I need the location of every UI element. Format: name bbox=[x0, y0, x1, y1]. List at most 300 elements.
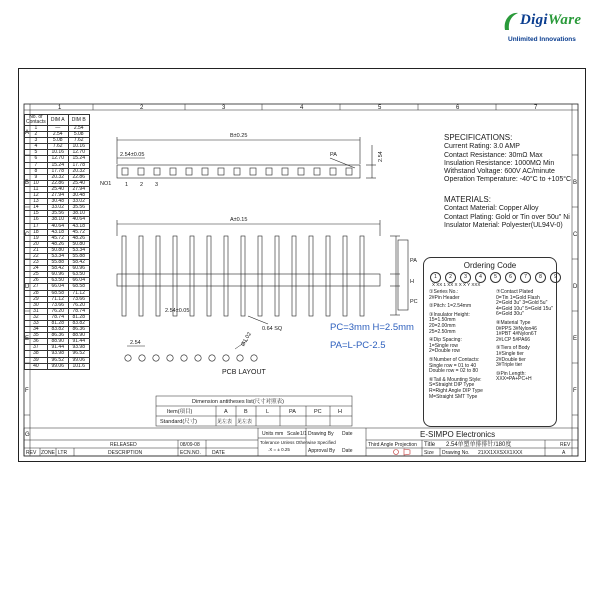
tb-third-angle: Third Angle Projection bbox=[368, 442, 417, 448]
tb-drawing-no: 21XX1XXSXX1XXX bbox=[478, 450, 523, 456]
grid-row-a: A bbox=[25, 130, 30, 136]
table-cell: 30.48 bbox=[47, 199, 68, 205]
dim-a-label: A±0.15 bbox=[230, 217, 248, 223]
table-cell: 55.88 bbox=[68, 253, 89, 259]
dim-list-h-pc: PC bbox=[314, 409, 322, 415]
tb-tol-1: .X = ± 0.25 bbox=[268, 447, 290, 452]
table-cell: 26 bbox=[25, 278, 48, 284]
table-cell: 78.74 bbox=[68, 308, 89, 314]
table-cell: 71.12 bbox=[47, 296, 68, 302]
top-pin bbox=[314, 168, 320, 175]
pc-h-annotation: PC=3mm H=2.5mm bbox=[330, 322, 414, 333]
pin-label-2: 2 bbox=[140, 182, 144, 188]
materials-title: MATERIALS: bbox=[444, 195, 491, 204]
grid-row-c-right: C bbox=[573, 232, 578, 238]
table-cell: 1 bbox=[25, 126, 48, 132]
table-cell: 27.94 bbox=[68, 186, 89, 192]
top-view bbox=[117, 137, 376, 178]
tb-col-zone: ZONE bbox=[41, 450, 55, 456]
table-cell: 73.66 bbox=[68, 296, 89, 302]
ordering-option: 1#Single tier bbox=[496, 350, 524, 357]
table-cell: 13 bbox=[25, 199, 48, 205]
ordering-option: ④Dip Spacing: bbox=[429, 337, 462, 344]
dim-list-title: Dimension antitheses list(尺寸对照表) bbox=[192, 399, 284, 405]
materials bbox=[444, 196, 570, 230]
front-pin bbox=[326, 236, 330, 316]
spec-line: Current Rating: 3.0 AMP bbox=[444, 143, 520, 151]
ordering-option: 2#Pin Header bbox=[429, 294, 460, 301]
front-pin bbox=[343, 236, 347, 316]
table-cell: 17 bbox=[25, 223, 48, 229]
ordering-option: 15=1.50mm bbox=[429, 317, 456, 324]
table-cell: 35.56 bbox=[68, 205, 89, 211]
tb-col-desc: DESCRIPTION bbox=[108, 450, 143, 456]
ordering-option: 2=Gold 3u" 3=Gold 5u" bbox=[496, 300, 548, 307]
ordering-option: 2#Double tier bbox=[496, 356, 526, 363]
dim-b-label: B±0.25 bbox=[230, 133, 248, 139]
table-cell: 40.64 bbox=[47, 223, 68, 229]
front-view-pins bbox=[122, 236, 364, 316]
top-pin bbox=[250, 168, 256, 175]
table-cell: 99.06 bbox=[68, 357, 89, 363]
front-pin bbox=[224, 236, 228, 316]
pa-formula-annotation: PA=L-PC-2.5 bbox=[330, 340, 386, 351]
tb-rev-val: A bbox=[562, 450, 566, 456]
table-cell: 43.18 bbox=[47, 229, 68, 235]
ordering-option: 20=2.00mm bbox=[429, 322, 456, 329]
grid-row-e: E bbox=[25, 336, 30, 342]
table-cell: — bbox=[47, 126, 68, 132]
table-cell: 4 bbox=[25, 144, 48, 150]
grid-row-b-right: B bbox=[573, 180, 578, 186]
tb-units-val: mm bbox=[275, 431, 284, 437]
table-cell: 32 bbox=[25, 314, 48, 320]
ordering-option: 25=2.50mm bbox=[429, 328, 456, 335]
ordering-option: M=Straight SMT Type bbox=[429, 393, 478, 400]
dim-list-r-b: 见左表 bbox=[237, 419, 253, 425]
dim-list-h-a: A bbox=[224, 409, 228, 415]
table-cell: 81.28 bbox=[68, 314, 89, 320]
grid-col-1: 1 bbox=[58, 105, 62, 111]
top-pa-label: PA bbox=[330, 152, 337, 158]
order-code-circle: 1 bbox=[430, 272, 441, 283]
table-cell: 93.98 bbox=[47, 351, 68, 357]
ordering-option: 2=Double row bbox=[429, 348, 460, 355]
table-cell: 21 bbox=[25, 247, 48, 253]
front-pa-label: PA bbox=[410, 258, 417, 264]
tb-col-date: DATE bbox=[212, 450, 225, 456]
top-pin bbox=[138, 168, 144, 175]
table-cell: 39 bbox=[25, 357, 48, 363]
pin-label-3: 3 bbox=[155, 182, 159, 188]
table-cell: 38 bbox=[25, 351, 48, 357]
table-cell: 96.52 bbox=[68, 351, 89, 357]
table-cell: 73.66 bbox=[47, 302, 68, 308]
table-cell: 22.86 bbox=[47, 180, 68, 186]
front-pin bbox=[275, 236, 279, 316]
table-cell: 23 bbox=[25, 260, 48, 266]
table-cell: 15.24 bbox=[68, 156, 89, 162]
table-cell: 68.58 bbox=[68, 284, 89, 290]
ordering-code-box bbox=[423, 257, 557, 427]
front-pin bbox=[258, 236, 262, 316]
top-pin bbox=[186, 168, 192, 175]
table-cell: 76.20 bbox=[68, 302, 89, 308]
table-cell: 45.72 bbox=[68, 229, 89, 235]
table-cell: 33.02 bbox=[68, 199, 89, 205]
table-cell: 9 bbox=[25, 174, 48, 180]
table-cell: 35.56 bbox=[47, 211, 68, 217]
table-cell: 5.08 bbox=[68, 132, 89, 138]
table-cell: 53.34 bbox=[47, 253, 68, 259]
ordering-option: 1#PBT 4#Nylon6T bbox=[496, 331, 537, 338]
pcb-hole-label: Ø1.02 bbox=[240, 331, 253, 348]
table-cell: 16 bbox=[25, 217, 48, 223]
pcb-hole bbox=[195, 355, 201, 361]
grid-col-6: 6 bbox=[456, 105, 460, 111]
tb-date-1: Date bbox=[342, 431, 353, 437]
table-cell: 18 bbox=[25, 229, 48, 235]
table-cell: 12.70 bbox=[68, 150, 89, 156]
front-pitch-label: 2.54±0.05 bbox=[165, 308, 190, 314]
grid-col-5: 5 bbox=[378, 105, 382, 111]
table-cell: 20.32 bbox=[47, 174, 68, 180]
tb-scale-val: 1/1 bbox=[300, 431, 307, 437]
spec-line: Operation Temperature: -40°C to +105°C bbox=[444, 176, 572, 184]
ordering-option: S=Straight DIP Type bbox=[429, 382, 475, 389]
ordering-option: ⑨Tiers of Body bbox=[496, 345, 530, 352]
table-cell: 55.88 bbox=[47, 260, 68, 266]
top-pin bbox=[170, 168, 176, 175]
spec-title: SPECIFICATIONS: bbox=[444, 133, 513, 142]
table-cell: 3 bbox=[25, 138, 48, 144]
tb-title-val: 2.54单塑单排排针/180度 bbox=[446, 442, 512, 448]
table-cell: 60.96 bbox=[47, 272, 68, 278]
material-line: Contact Plating: Gold or Tin over 50u" Ni bbox=[444, 213, 570, 221]
table-cell: 38.10 bbox=[47, 217, 68, 223]
table-cell: 81.28 bbox=[47, 321, 68, 327]
table-cell: 86.36 bbox=[68, 327, 89, 333]
ordering-option: ③Insulator Height: bbox=[429, 311, 470, 318]
dim-table-header-b: DIM B bbox=[68, 115, 89, 126]
table-cell: 40 bbox=[25, 363, 48, 369]
table-cell: 10.16 bbox=[68, 144, 89, 150]
table-cell: 17.78 bbox=[47, 168, 68, 174]
table-cell: 68.58 bbox=[47, 290, 68, 296]
ordering-option: ⑧Material Type bbox=[496, 319, 531, 326]
table-cell: 17.78 bbox=[68, 162, 89, 168]
front-pin bbox=[360, 236, 364, 316]
table-cell: 37 bbox=[25, 345, 48, 351]
dim-list-r-item: Standard(尺寸) bbox=[160, 419, 197, 425]
pcb-holes bbox=[125, 355, 257, 361]
pcb-hole bbox=[153, 355, 159, 361]
front-pin bbox=[241, 236, 245, 316]
pin-label-1: 1 bbox=[125, 182, 129, 188]
tb-col-ltr: LTR bbox=[58, 450, 68, 456]
table-cell: 11 bbox=[25, 186, 48, 192]
ordering-option: ①Series No.: bbox=[429, 289, 459, 295]
table-cell: 10.16 bbox=[47, 150, 68, 156]
table-cell: 60.96 bbox=[68, 266, 89, 272]
top-pin bbox=[202, 168, 208, 175]
table-cell: 93.98 bbox=[68, 345, 89, 351]
ordering-option: 0#PPS 3#Nylon46 bbox=[496, 325, 537, 332]
grid-row-d-right: D bbox=[573, 284, 578, 290]
table-cell: 58.42 bbox=[47, 266, 68, 272]
tb-col-ecn: ECN.NO. bbox=[180, 450, 201, 456]
tb-date-2: Date bbox=[342, 448, 353, 454]
table-cell: 58.42 bbox=[68, 260, 89, 266]
table-cell: 101.6 bbox=[68, 363, 89, 369]
table-cell: 15 bbox=[25, 211, 48, 217]
table-cell: 76.20 bbox=[47, 308, 68, 314]
ordering-option: ⑩Pin Length: bbox=[496, 370, 526, 377]
front-view bbox=[117, 220, 408, 324]
ordering-option: 0=Tin 1=Gold Flash bbox=[496, 294, 540, 301]
table-row bbox=[25, 363, 90, 369]
table-cell: 35 bbox=[25, 333, 48, 339]
table-cell: 5.08 bbox=[47, 138, 68, 144]
front-pc-label: PC bbox=[410, 299, 418, 305]
table-cell: 2.54 bbox=[68, 126, 89, 132]
grid-col-2: 2 bbox=[140, 105, 144, 111]
tb-scale: Scale bbox=[287, 431, 300, 437]
pcb-hole bbox=[223, 355, 229, 361]
top-pin bbox=[282, 168, 288, 175]
ordering-option: 6=Gold 30u" bbox=[496, 311, 524, 318]
top-pin bbox=[330, 168, 336, 175]
dim-list-h-l: L bbox=[266, 409, 270, 415]
table-cell: 63.50 bbox=[68, 272, 89, 278]
table-cell: 5 bbox=[25, 150, 48, 156]
table-cell: 34 bbox=[25, 327, 48, 333]
table-cell: 8 bbox=[25, 168, 48, 174]
table-cell: 83.82 bbox=[68, 321, 89, 327]
table-cell: 78.74 bbox=[47, 314, 68, 320]
front-pin bbox=[292, 236, 296, 316]
front-h-label: H bbox=[410, 279, 414, 285]
ordering-right-col bbox=[496, 290, 553, 386]
table-cell: 45.72 bbox=[47, 235, 68, 241]
pcb-pitch-label: 2.54 bbox=[130, 340, 141, 346]
tb-company: E-SIMPO Electronics bbox=[420, 430, 496, 439]
pcb-hole bbox=[237, 355, 243, 361]
grid-row-c: C bbox=[25, 232, 30, 238]
table-cell: 36 bbox=[25, 339, 48, 345]
table-cell: 63.50 bbox=[47, 278, 68, 284]
ordering-option: 2#LCP 5#PA66 bbox=[496, 336, 531, 343]
sq-label: 0.64 SQ bbox=[262, 326, 283, 332]
pcb-hole bbox=[209, 355, 215, 361]
table-cell: 2.54 bbox=[47, 132, 68, 138]
table-cell: 71.12 bbox=[68, 290, 89, 296]
pcb-hole bbox=[125, 355, 131, 361]
table-cell: 38.10 bbox=[68, 211, 89, 217]
third-angle-icon bbox=[394, 449, 411, 455]
pcb-hole bbox=[167, 355, 173, 361]
ordering-option: 3#Triple tier bbox=[496, 362, 523, 369]
top-pin bbox=[218, 168, 224, 175]
grid-row-f: F bbox=[25, 388, 29, 394]
dim-list-h-b: B bbox=[244, 409, 248, 415]
ordering-option: 1=Single row bbox=[429, 342, 459, 349]
pcb-hole bbox=[251, 355, 257, 361]
tb-drawing-no-label: Drawing No. bbox=[442, 450, 470, 456]
tb-units: Units bbox=[262, 431, 274, 437]
ordering-option: Double row = 02 to 80 bbox=[429, 368, 479, 375]
top-pin bbox=[298, 168, 304, 175]
table-cell: 91.44 bbox=[47, 345, 68, 351]
table-cell: 7 bbox=[25, 162, 48, 168]
table-cell: 53.34 bbox=[68, 247, 89, 253]
ordering-option: Single row = 01 to 40 bbox=[429, 362, 477, 369]
table-cell: 99.06 bbox=[47, 363, 68, 369]
ordering-option: XXX=PA+PC+H bbox=[496, 376, 532, 383]
table-cell: 33.02 bbox=[47, 205, 68, 211]
grid-col-3: 3 bbox=[222, 105, 226, 111]
table-cell: 27 bbox=[25, 284, 48, 290]
top-pin bbox=[266, 168, 272, 175]
tb-released: RELEASED bbox=[110, 442, 137, 448]
table-cell: 2 bbox=[25, 132, 48, 138]
table-cell: 30.48 bbox=[68, 193, 89, 199]
grid-row-f-right: F bbox=[573, 388, 577, 394]
spec-line: Withstand Voltage: 600V AC/minute bbox=[444, 168, 555, 176]
table-cell: 20.32 bbox=[68, 168, 89, 174]
dim-list-r-a: 见左表 bbox=[217, 419, 233, 425]
top-pitch-label: 2.54±0.05 bbox=[120, 152, 145, 158]
table-cell: 12.70 bbox=[47, 156, 68, 162]
table-cell: 88.90 bbox=[68, 333, 89, 339]
dim-list-h-h: H bbox=[338, 409, 342, 415]
dim-table-header-contacts: No. of Contacts bbox=[26, 114, 46, 125]
table-cell: 10 bbox=[25, 180, 48, 186]
grid-col-7: 7 bbox=[534, 105, 538, 111]
top-pin bbox=[346, 168, 352, 175]
top-pin bbox=[154, 168, 160, 175]
spec-line: Contact Resistance: 30mΩ Max bbox=[444, 151, 543, 159]
front-pin bbox=[122, 236, 126, 316]
table-cell: 22.86 bbox=[68, 174, 89, 180]
table-cell: 43.18 bbox=[68, 223, 89, 229]
order-code-circle: 5 bbox=[490, 272, 501, 283]
table-cell: 7.62 bbox=[68, 138, 89, 144]
top-height-label: 2.54 bbox=[378, 151, 384, 162]
ordering-code-line: X XX 1 XX X X X Y XXX bbox=[432, 282, 481, 287]
grid-row-g: G bbox=[25, 432, 30, 438]
tb-tolerance: Tolerance Unless Otherwise Specified bbox=[260, 440, 336, 445]
order-code-circle: 8 bbox=[535, 272, 546, 283]
logo-tagline: Unlimited Innovations bbox=[508, 36, 576, 43]
ordering-option: R=Right Angle DIP Type bbox=[429, 387, 483, 394]
material-line: Insulator Material: Polyester(UL94V-0) bbox=[444, 221, 563, 229]
front-pin bbox=[207, 236, 211, 316]
table-cell: 96.52 bbox=[47, 357, 68, 363]
pcb-hole bbox=[181, 355, 187, 361]
top-pin bbox=[122, 168, 128, 175]
tb-rev-label: REV bbox=[560, 442, 571, 448]
front-pin bbox=[139, 236, 143, 316]
table-cell: 22 bbox=[25, 253, 48, 259]
table-cell: 50.80 bbox=[47, 247, 68, 253]
spec-line: Insulation Resistance: 1000MΩ Min bbox=[444, 159, 555, 167]
table-cell: 27.94 bbox=[47, 193, 68, 199]
table-cell: 29 bbox=[25, 296, 48, 302]
no1-label: NO1 bbox=[100, 181, 112, 187]
table-cell: 25.40 bbox=[47, 186, 68, 192]
table-cell: 19 bbox=[25, 235, 48, 241]
table-cell: 25.40 bbox=[68, 180, 89, 186]
table-cell: 6 bbox=[25, 156, 48, 162]
logo-brand: DigiWare bbox=[520, 12, 582, 28]
ordering-option: ⑤Number of Contacts: bbox=[429, 356, 480, 363]
table-cell: 7.62 bbox=[47, 144, 68, 150]
grid-row-d: D bbox=[25, 284, 30, 290]
table-cell: 24 bbox=[25, 266, 48, 272]
table-cell: 20 bbox=[25, 241, 48, 247]
tb-title-label: Title bbox=[424, 442, 436, 448]
order-code-circle: 4 bbox=[475, 272, 486, 283]
table-cell: 40.64 bbox=[68, 217, 89, 223]
front-pin bbox=[173, 236, 177, 316]
top-pin bbox=[234, 168, 240, 175]
tb-size-label: Size bbox=[424, 450, 434, 456]
ordering-option: ⑥Tail & Mounting Style: bbox=[429, 376, 482, 383]
grid-col-4: 4 bbox=[300, 105, 304, 111]
table-cell: 31 bbox=[25, 308, 48, 314]
top-view-pins bbox=[122, 168, 352, 175]
grid-row-e-right: E bbox=[573, 336, 578, 342]
table-cell: 15.24 bbox=[47, 162, 68, 168]
table-cell: 66.04 bbox=[68, 278, 89, 284]
dim-list-h-pa: PA bbox=[289, 409, 296, 415]
ordering-title: Ordering Code bbox=[463, 261, 517, 270]
order-code-circle: 6 bbox=[505, 272, 516, 283]
table-cell: 83.82 bbox=[47, 327, 68, 333]
front-pin bbox=[190, 236, 194, 316]
ordering-option: ⑦Contact Plated bbox=[496, 289, 534, 295]
order-code-circle: 2 bbox=[445, 272, 456, 283]
table-cell: 12 bbox=[25, 193, 48, 199]
ordering-left-col bbox=[429, 290, 483, 403]
tb-released-date: 08/09-08 bbox=[180, 442, 200, 448]
front-pin bbox=[309, 236, 313, 316]
tb-approval-by: Approval By bbox=[308, 448, 335, 454]
material-line: Contact Material: Copper Alloy bbox=[444, 205, 539, 213]
tb-drawing-by: Drawing By bbox=[308, 431, 334, 437]
pcb-hole bbox=[139, 355, 145, 361]
table-cell: 48.26 bbox=[68, 235, 89, 241]
table-cell: 25 bbox=[25, 272, 48, 278]
ordering-option: ②Pitch: 1=2.54mm bbox=[429, 303, 472, 310]
specifications bbox=[444, 134, 571, 185]
tb-col-rev: REV bbox=[26, 450, 37, 456]
dim-list-h-item: Item(项目) bbox=[167, 409, 193, 415]
table-cell: 30 bbox=[25, 302, 48, 308]
pcb-caption: PCB LAYOUT bbox=[222, 369, 266, 376]
front-pin bbox=[156, 236, 160, 316]
ordering-option: 4=Gold 10u" 5=Gold 15u" bbox=[496, 305, 553, 312]
table-cell: 48.26 bbox=[47, 241, 68, 247]
grid-row-b: B bbox=[25, 180, 30, 186]
table-cell: 14 bbox=[25, 205, 48, 211]
table-cell: 50.80 bbox=[68, 241, 89, 247]
order-code-circle: 3 bbox=[460, 272, 471, 283]
table-cell: 33 bbox=[25, 321, 48, 327]
order-code-circle: 7 bbox=[520, 272, 531, 283]
table-cell: 66.04 bbox=[47, 284, 68, 290]
